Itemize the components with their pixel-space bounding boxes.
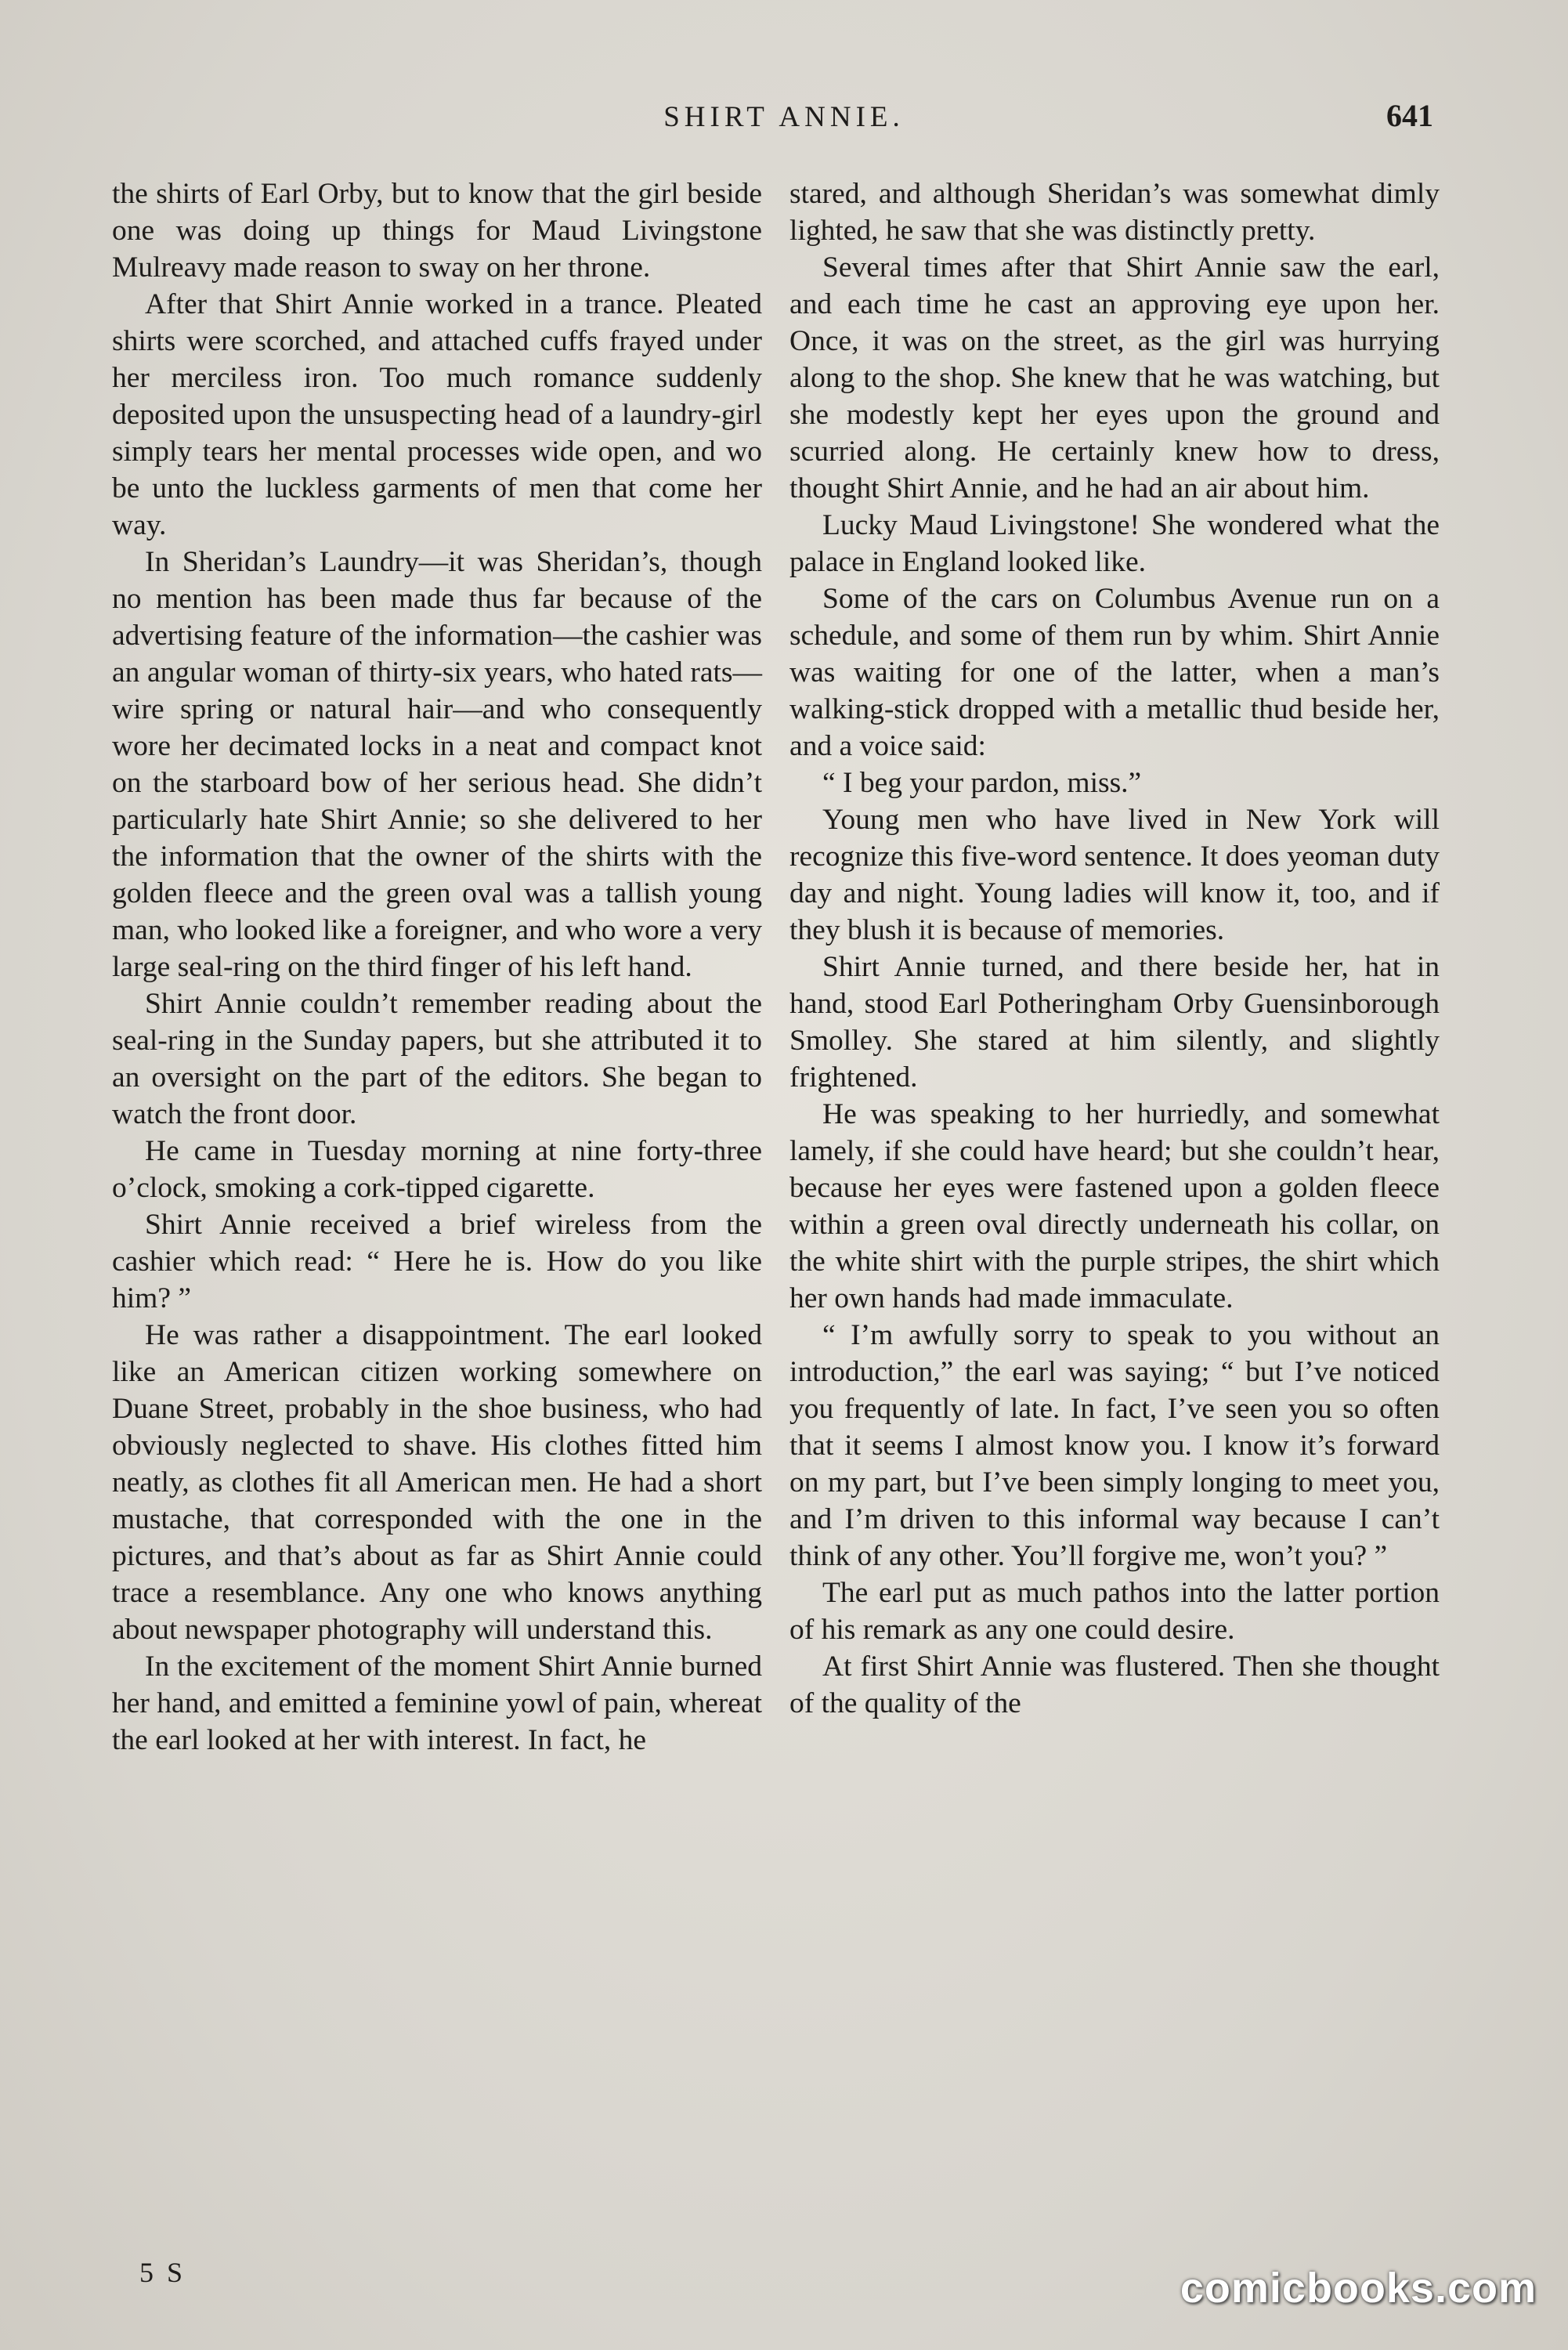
watermark-logo: comicbooks.com — [1180, 2265, 1537, 2312]
paragraph: Shirt Annie turned, and there beside her, hat in hand, stood Earl Potheringham Orby Guensinborough Smolley. She stared at him silently, and slightly frightened. — [789, 951, 1440, 1094]
paragraph: Young men who have lived in New York will recognize this five-word sentence. It does yeoman duty day and night. Young ladies will know it, too, and if they blush it is because of memories. — [789, 804, 1440, 946]
signature-mark: 5 S — [139, 2257, 186, 2288]
paragraph: Several times after that Shirt Annie saw the earl, and each time he cast an approving eye upon her. Once, it was on the street, as the girl was hurrying along to the shop. She knew that he was watching, but she modestly kept her eyes upon the ground and scurried along. He certainly knew how to dress, thought Shirt Annie, and he had an air about him. — [789, 251, 1440, 504]
paragraph: Shirt Annie couldn’t remember reading about the seal-ring in the Sunday papers, but she attributed it to an oversight on the part of the editors. She began to watch the front door. — [112, 988, 762, 1130]
paragraph: In the excitement of the moment Shirt Annie burned her hand, and emitted a feminine yowl of pain, whereat the earl looked at her with interest. In fact, he — [112, 1650, 762, 1756]
paragraph: stared, and although Sheridan’s was somewhat dimly lighted, he saw that she was distinctly pretty. — [789, 178, 1440, 247]
right-column — [789, 175, 1440, 1722]
paragraph: He was rather a disappointment. The earl looked like an American citizen working somewhere on Duane Street, probably in the shoe business, who had obviously neglected to shave. His clothes fitted him neatly, as clothes fit all American men. He had a short mustache, that corresponded with the one in the pictures, and that’s about as far as Shirt Annie could trace a resemblance. Any one who knows anything about newspaper photography will understand this. — [112, 1319, 762, 1646]
paragraph: Lucky Maud Livingstone! She wondered what the palace in England looked like. — [789, 509, 1440, 578]
paragraph: the shirts of Earl Orby, but to know that the girl beside one was doing up things for Maud Livingstone Mulreavy made reason to sway on her throne. — [112, 178, 762, 284]
paragraph: “ I’m awfully sorry to speak to you without an introduction,” the earl was saying; “ but I’ve noticed you frequently of late. In fact, I’ve seen you so often that it seems I almost know you. I know it’s forward on my part, but I’ve been simply longing to meet you, and I’m driven to this informal way because I can’t think of any other. You’ll forgive me, won’t you? ” — [789, 1319, 1440, 1572]
paragraph: After that Shirt Annie worked in a trance. Pleated shirts were scorched, and attached cuffs frayed under her merciless iron. Too much romance suddenly deposited upon the unsuspecting head of a laundry-girl simply tears her mental processes wide open, and wo be unto the luckless garments of men that come her way. — [112, 288, 762, 541]
paragraph: At first Shirt Annie was flustered. Then she thought of the quality of the — [789, 1650, 1440, 1719]
paragraph: “ I beg your pardon, miss.” — [822, 767, 1142, 799]
paragraph: The earl put as much pathos into the latter portion of his remark as any one could desire. — [789, 1577, 1440, 1646]
paragraph: He was speaking to her hurriedly, and somewhat lamely, if she could have heard; but she couldn’t hear, because her eyes were fastened upon a golden fleece within a green oval directly underneath his collar, on the white shirt with the purple stripes, the shirt which her own hands had made immaculate. — [789, 1098, 1440, 1314]
paragraph: Shirt Annie received a brief wireless from the cashier which read: “ Here he is. How do you like him? ” — [112, 1209, 762, 1314]
running-head — [0, 100, 1568, 147]
paragraph: Some of the cars on Columbus Avenue run on a schedule, and some of them run by whim. Shirt Annie was waiting for one of the latter, when a man’s walking-stick dropped with a metallic thud beside her, and a voice said: — [789, 583, 1440, 762]
running-title: SHIRT ANNIE. — [663, 101, 905, 133]
page-number: 641 — [1386, 98, 1433, 133]
left-column — [112, 175, 762, 1759]
paragraph: He came in Tuesday morning at nine forty-three o’clock, smoking a cork-tipped cigarette. — [112, 1135, 762, 1204]
paragraph: In Sheridan’s Laundry—it was Sheridan’s, though no mention has been made thus far because of the advertising feature of the information—the cashier was an angular woman of thirty-six years, who hated rats—wire spring or natural hair—and who consequently wore her decimated locks in a neat and compact knot on the starboard bow of her serious head. She didn’t particularly hate Shirt Annie; so she delivered to her the information that the owner of the shirts with the golden fleece and the green oval was a tallish young man, who looked like a foreigner, and who wore a very large seal-ring on the third finger of his left hand. — [112, 546, 762, 983]
